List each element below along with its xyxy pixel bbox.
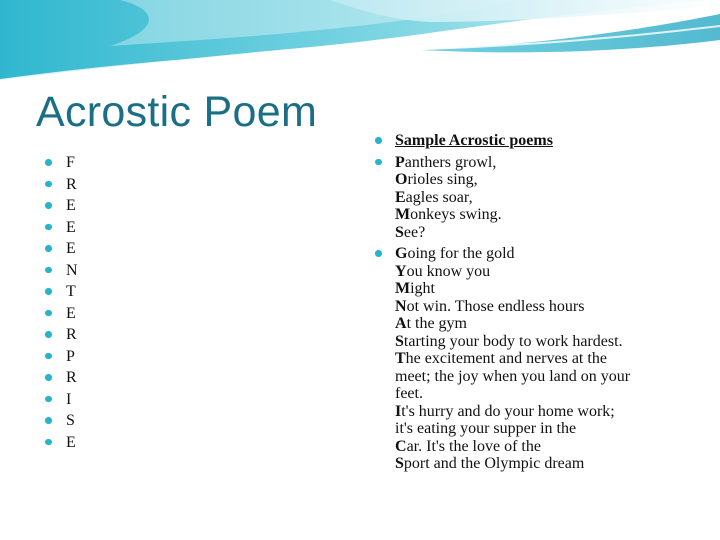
acrostic-letter: F [66,154,75,171]
poem-line-initial: C [395,437,407,455]
poem-line-initial: M [395,280,411,297]
list-item [374,132,704,150]
poem-line [395,315,704,333]
acrostic-letter: R [66,326,77,343]
list-item [44,410,78,432]
decorative-wave-header [0,0,720,100]
poem-line-initial: M [395,206,411,223]
list-item [44,303,78,325]
poem-line [395,171,704,189]
acrostic-letter: E [66,304,76,322]
bullet-icon [45,417,52,424]
bullet-icon [45,331,52,338]
poem-line-text: ar. It's the love of the [406,437,541,455]
list-item [44,217,78,239]
acrostic-letter-list [44,152,78,453]
poem-line-initial: I [395,402,402,420]
poem-line-text: anthers growl, [404,153,497,171]
poem-line [395,420,704,438]
poem-line [395,154,704,172]
acrostic-letter: N [66,261,78,279]
poem-line-text: rioles sing, [407,171,478,188]
acrostic-letter: R [66,369,77,386]
poem-line [395,298,704,316]
poem-line [395,333,704,351]
bullet-icon [45,288,52,295]
poem-line-initial: E [395,188,406,206]
poem-line [395,455,704,473]
poem-line-initial: T [395,350,406,367]
acrostic-letter: P [66,347,75,365]
bullet-icon [45,310,52,317]
poem-line-initial: P [395,153,405,171]
acrostic-letter: I [66,390,72,408]
poem-line [395,438,704,456]
poem-line [395,263,704,281]
bullet-icon [45,181,52,188]
poem-line [395,350,704,368]
poem-line-text: he excitement and nerves at the [405,350,607,367]
list-item [44,346,78,368]
acrostic-letter: S [66,412,75,429]
list-item [44,324,78,346]
poem-line-initial: G [395,245,408,262]
list-item [44,367,78,389]
poem-panthers [374,154,704,242]
bullet-icon [45,245,52,252]
list-item [44,195,78,217]
poem-line-text: ot win. Those endless hours [406,297,585,315]
bullet-icon [375,137,382,144]
poem-line [395,385,704,403]
sample-poems-list [374,132,704,477]
bullet-icon [45,439,52,446]
poem-line [395,368,704,386]
poem-line-text: oing for the gold [407,245,515,262]
poem-line-initial: Y [395,262,407,280]
list-item [44,152,78,174]
poem-line-text: meet; the joy when you land on your [395,367,631,385]
poem-line-text: agles soar, [405,188,473,206]
poem-line-initial: S [395,223,404,241]
list-item [44,389,78,411]
poem-line-text: feet. [395,385,423,402]
bullet-icon [45,353,52,360]
poem-line-initial: N [395,297,407,315]
poem-line-text: it's eating your supper in the [395,420,577,437]
sample-poems-heading: Sample Acrostic poems [395,132,553,149]
poem-line [395,245,704,263]
bullet-icon [45,374,52,381]
poem-line-text: t's hurry and do your home work; [401,402,615,420]
bullet-icon [45,202,52,209]
bullet-icon [45,159,52,166]
poem-line-initial: S [395,332,404,350]
poem-line [395,206,704,224]
bullet-icon [45,267,52,274]
poem-gymnastics [374,245,704,473]
poem-line-text: ight [410,280,435,297]
list-item [44,238,78,260]
poem-line [395,224,704,242]
poem-line [395,189,704,207]
poem-line-text: t the gym [406,315,467,332]
poem-line-text: onkeys swing. [410,206,502,223]
acrostic-letter: E [66,218,76,236]
poem-line-text: port and the Olympic dream [403,455,585,472]
acrostic-letter: E [66,433,76,451]
bullet-icon [45,224,52,231]
bullet-icon [375,250,382,257]
list-item [44,281,78,303]
list-item [44,260,78,282]
bullet-icon [375,159,382,166]
poem-line-text: tarting your body to work hardest. [403,332,623,350]
poem-line [395,280,704,298]
poem-line-initial: S [395,455,404,472]
acrostic-letter: T [66,283,76,300]
list-item [44,432,78,454]
poem-line [395,403,704,421]
list-item [44,174,78,196]
acrostic-letter: R [66,175,77,193]
acrostic-letter: E [66,240,76,257]
slide-title: Acrostic Poem [36,88,318,136]
acrostic-letter: E [66,197,76,214]
bullet-icon [45,396,52,403]
poem-line-initial: O [395,171,408,188]
poem-line-initial: A [395,315,407,332]
poem-line-text: ee? [403,223,426,241]
poem-line-text: ou know you [406,262,491,280]
